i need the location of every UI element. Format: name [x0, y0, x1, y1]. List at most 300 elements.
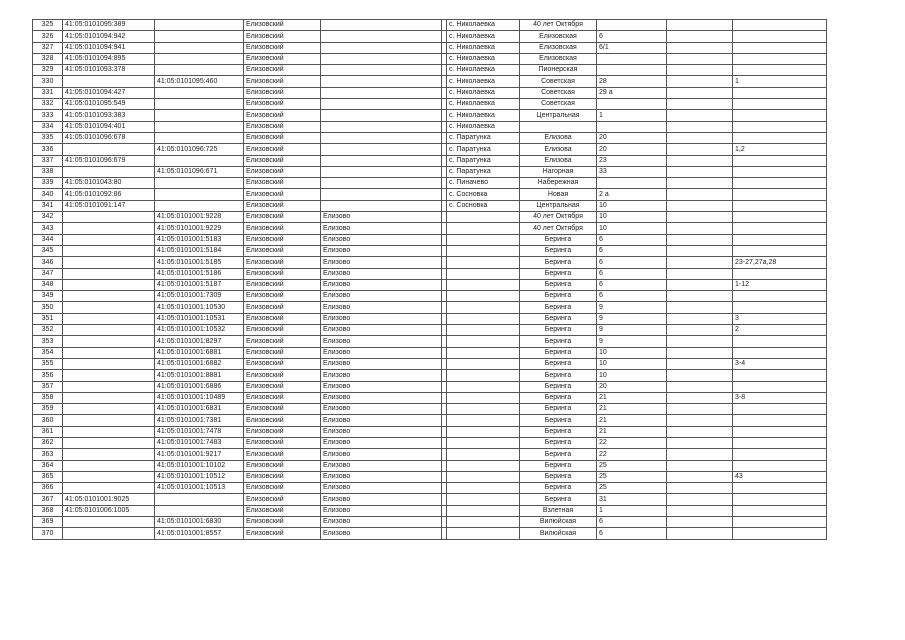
table-cell: 6: [597, 517, 667, 528]
table-cell: 3: [733, 313, 827, 324]
table-cell: 41:05:0101094:401: [63, 121, 155, 132]
table-cell: 9: [597, 302, 667, 313]
table-cell: 10: [597, 370, 667, 381]
table-cell: Елизовский: [244, 392, 321, 403]
table-cell: [733, 200, 827, 211]
table-cell: Елизово: [321, 347, 442, 358]
table-cell: [667, 189, 733, 200]
table-cell: 41:05:0101001:5186: [155, 268, 244, 279]
table-cell: [63, 460, 155, 471]
table-cell: [667, 336, 733, 347]
table-cell: [447, 279, 520, 290]
table-cell: 9: [597, 325, 667, 336]
table-cell: 41:05:0101001:10102: [155, 460, 244, 471]
table-cell: Беринга: [520, 347, 597, 358]
table-cell: Советская: [520, 76, 597, 87]
table-cell: Елизово: [321, 223, 442, 234]
table-cell: 6: [597, 528, 667, 539]
table-cell: Елизовский: [244, 31, 321, 42]
table-cell: [63, 449, 155, 460]
table-cell: [321, 53, 442, 64]
table-cell: [63, 528, 155, 539]
table-cell: Елизовский: [244, 494, 321, 505]
table-cell: 41:05:0101001:8557: [155, 528, 244, 539]
table-cell: 354: [33, 347, 63, 358]
table-cell: [321, 31, 442, 42]
table-cell: 335: [33, 132, 63, 143]
table-cell: Нагорная: [520, 166, 597, 177]
table-cell: [447, 358, 520, 369]
table-cell: Елизово: [321, 460, 442, 471]
table-cell: 41:05:0101006:1005: [63, 505, 155, 516]
table-cell: [667, 65, 733, 76]
table-row: [33, 347, 827, 358]
table-cell: Набережная: [520, 178, 597, 189]
table-cell: [597, 20, 667, 31]
table-cell: 41:05:0101001:5185: [155, 257, 244, 268]
table-cell: 41:05:0101001:10532: [155, 325, 244, 336]
table-row: [33, 110, 827, 121]
table-cell: Советская: [520, 99, 597, 110]
table-row: [33, 471, 827, 482]
table-cell: [321, 87, 442, 98]
table-cell: [321, 99, 442, 110]
table-cell: 20: [597, 381, 667, 392]
table-cell: [63, 291, 155, 302]
table-cell: Елизовский: [244, 234, 321, 245]
table-cell: [733, 99, 827, 110]
table-cell: Елизовский: [244, 99, 321, 110]
table-body: [33, 20, 827, 540]
table-cell: [597, 53, 667, 64]
table-cell: Елизовский: [244, 358, 321, 369]
table-cell: Елизова: [520, 132, 597, 143]
table-cell: [63, 212, 155, 223]
table-cell: [63, 358, 155, 369]
table-cell: [733, 121, 827, 132]
table-cell: Елизовский: [244, 110, 321, 121]
table-cell: 356: [33, 370, 63, 381]
table-cell: [667, 279, 733, 290]
table-row: [33, 166, 827, 177]
table-row: [33, 234, 827, 245]
table-cell: 41:05:0101001:7309: [155, 291, 244, 302]
table-cell: с. Паратунка: [447, 132, 520, 143]
table-cell: [667, 31, 733, 42]
table-cell: с. Николаевка: [447, 31, 520, 42]
table-cell: Елизовский: [244, 212, 321, 223]
table-cell: [63, 483, 155, 494]
table-cell: Елизово: [321, 313, 442, 324]
table-cell: [155, 87, 244, 98]
table-cell: [733, 528, 827, 539]
table-cell: Елизовский: [244, 53, 321, 64]
table-cell: 41:05:0101001:9025: [63, 494, 155, 505]
table-cell: Елизово: [321, 234, 442, 245]
table-cell: [321, 144, 442, 155]
table-cell: с. Николаевка: [447, 76, 520, 87]
table-cell: [733, 53, 827, 64]
table-cell: [63, 279, 155, 290]
table-cell: Елизово: [321, 325, 442, 336]
table-cell: 361: [33, 426, 63, 437]
table-cell: Елизово: [321, 483, 442, 494]
table-cell: 41:05:0101001:8297: [155, 336, 244, 347]
table-cell: 21: [597, 426, 667, 437]
table-cell: [63, 471, 155, 482]
table-cell: 336: [33, 144, 63, 155]
table-cell: [667, 460, 733, 471]
table-cell: [447, 392, 520, 403]
table-cell: [667, 494, 733, 505]
table-cell: 41:05:0101001:5187: [155, 279, 244, 290]
table-row: [33, 132, 827, 143]
table-cell: 365: [33, 471, 63, 482]
table-row: [33, 505, 827, 516]
table-cell: 20: [597, 144, 667, 155]
table-cell: 6: [597, 245, 667, 256]
table-cell: с. Николаевка: [447, 87, 520, 98]
table-cell: [155, 99, 244, 110]
table-row: [33, 483, 827, 494]
table-cell: 349: [33, 291, 63, 302]
table-cell: [321, 76, 442, 87]
table-cell: Елизовский: [244, 76, 321, 87]
table-cell: 10: [597, 200, 667, 211]
table-cell: [155, 505, 244, 516]
table-cell: [733, 110, 827, 121]
table-cell: [155, 189, 244, 200]
table-row: [33, 223, 827, 234]
table-cell: [155, 178, 244, 189]
table-cell: 41:05:0101094:942: [63, 31, 155, 42]
table-cell: Вилюйская: [520, 517, 597, 528]
table-cell: [733, 291, 827, 302]
table-cell: [667, 415, 733, 426]
table-cell: 41:05:0101096:671: [155, 166, 244, 177]
table-cell: Елизова: [520, 155, 597, 166]
table-cell: [667, 437, 733, 448]
table-cell: Елизовский: [244, 347, 321, 358]
table-cell: Новая: [520, 189, 597, 200]
table-cell: Елизовский: [244, 42, 321, 53]
table-cell: 41:05:0101001:8881: [155, 370, 244, 381]
table-cell: Беринга: [520, 449, 597, 460]
table-cell: с. Николаевка: [447, 53, 520, 64]
table-cell: Елизово: [321, 381, 442, 392]
table-cell: Елизовский: [244, 325, 321, 336]
table-cell: 326: [33, 31, 63, 42]
table-cell: 25: [597, 483, 667, 494]
table-cell: [447, 257, 520, 268]
table-cell: 3-4: [733, 358, 827, 369]
table-cell: 10: [597, 358, 667, 369]
table-cell: [733, 483, 827, 494]
table-cell: 41:05:0101091:147: [63, 200, 155, 211]
table-cell: Беринга: [520, 268, 597, 279]
table-cell: с. Николаевка: [447, 20, 520, 31]
table-cell: [733, 460, 827, 471]
table-cell: Елизовский: [244, 121, 321, 132]
table-cell: [733, 494, 827, 505]
table-cell: Елизовский: [244, 370, 321, 381]
table-cell: 41:05:0101096:678: [63, 132, 155, 143]
table-cell: Беринга: [520, 291, 597, 302]
table-cell: 33: [597, 166, 667, 177]
table-cell: Елизовский: [244, 471, 321, 482]
table-cell: [667, 449, 733, 460]
table-cell: [667, 200, 733, 211]
table-cell: 41:05:0101001:7478: [155, 426, 244, 437]
table-cell: [447, 234, 520, 245]
table-cell: 340: [33, 189, 63, 200]
table-cell: 41:05:0101092:86: [63, 189, 155, 200]
table-cell: [63, 325, 155, 336]
table-cell: Вилюйская: [520, 528, 597, 539]
table-cell: [447, 336, 520, 347]
table-cell: Беринга: [520, 392, 597, 403]
table-cell: Елизовский: [244, 245, 321, 256]
table-cell: Взлетная: [520, 505, 597, 516]
table-cell: Елизовский: [244, 415, 321, 426]
table-cell: [733, 223, 827, 234]
table-cell: 41:05:0101001:9217: [155, 449, 244, 460]
table-cell: [733, 155, 827, 166]
table-cell: Елизовский: [244, 336, 321, 347]
table-row: [33, 200, 827, 211]
table-cell: 344: [33, 234, 63, 245]
table-cell: Елизовский: [244, 302, 321, 313]
table-cell: Елизово: [321, 528, 442, 539]
table-cell: Центральная: [520, 200, 597, 211]
table-cell: [667, 483, 733, 494]
table-cell: 41:05:0101001:9229: [155, 223, 244, 234]
table-cell: 6: [597, 234, 667, 245]
table-cell: Беринга: [520, 494, 597, 505]
table-row: [33, 87, 827, 98]
table-cell: 21: [597, 404, 667, 415]
table-cell: 41:05:0101093:378: [63, 65, 155, 76]
table-cell: 348: [33, 279, 63, 290]
table-cell: Елизовский: [244, 404, 321, 415]
table-cell: [733, 178, 827, 189]
table-cell: 332: [33, 99, 63, 110]
table-row: [33, 42, 827, 53]
table-cell: [63, 166, 155, 177]
table-cell: 355: [33, 358, 63, 369]
table-cell: [667, 110, 733, 121]
table-row: [33, 358, 827, 369]
table-cell: Елизово: [321, 336, 442, 347]
table-cell: [155, 121, 244, 132]
table-cell: [447, 347, 520, 358]
table-cell: Беринга: [520, 437, 597, 448]
table-cell: [733, 20, 827, 31]
table-cell: 2: [733, 325, 827, 336]
table-cell: [447, 313, 520, 324]
table-cell: 40 лет Октября: [520, 223, 597, 234]
table-cell: [447, 494, 520, 505]
table-cell: Елизовская: [520, 42, 597, 53]
table-cell: 43: [733, 471, 827, 482]
table-cell: [155, 110, 244, 121]
table-cell: [447, 505, 520, 516]
table-cell: [447, 517, 520, 528]
table-cell: [733, 166, 827, 177]
table-cell: Елизовская: [520, 31, 597, 42]
table-cell: [155, 155, 244, 166]
table-cell: 328: [33, 53, 63, 64]
table-cell: 2 а: [597, 189, 667, 200]
table-cell: 343: [33, 223, 63, 234]
table-cell: [733, 245, 827, 256]
table-cell: [667, 99, 733, 110]
table-cell: [155, 132, 244, 143]
table-cell: Елизовский: [244, 426, 321, 437]
table-row: [33, 121, 827, 132]
table-cell: [667, 268, 733, 279]
table-cell: с. Сосновка: [447, 200, 520, 211]
table-row: [33, 144, 827, 155]
table-cell: 41:05:0101001:6881: [155, 347, 244, 358]
table-cell: 40 лет Октября: [520, 20, 597, 31]
table-cell: с. Пиначево: [447, 178, 520, 189]
table-cell: 41:05:0101001:7381: [155, 415, 244, 426]
table-cell: 369: [33, 517, 63, 528]
table-cell: с. Николаевка: [447, 65, 520, 76]
table-row: [33, 20, 827, 31]
table-cell: 41:05:0101001:6831: [155, 404, 244, 415]
table-cell: 366: [33, 483, 63, 494]
table-cell: [321, 65, 442, 76]
table-row: [33, 437, 827, 448]
table-cell: [321, 20, 442, 31]
table-cell: Елизовский: [244, 166, 321, 177]
table-cell: [667, 87, 733, 98]
table-cell: Елизовский: [244, 200, 321, 211]
table-cell: 10: [597, 212, 667, 223]
table-cell: [447, 471, 520, 482]
table-row: [33, 99, 827, 110]
table-row: [33, 449, 827, 460]
table-cell: [155, 200, 244, 211]
table-cell: 22: [597, 449, 667, 460]
table-cell: Елизово: [321, 279, 442, 290]
table-cell: 367: [33, 494, 63, 505]
table-cell: Елизовский: [244, 65, 321, 76]
table-cell: Елизово: [321, 449, 442, 460]
table-cell: 327: [33, 42, 63, 53]
table-row: [33, 460, 827, 471]
table-cell: [447, 404, 520, 415]
table-cell: 21: [597, 392, 667, 403]
table-cell: Беринга: [520, 279, 597, 290]
table-cell: [63, 234, 155, 245]
table-cell: [447, 483, 520, 494]
table-row: [33, 31, 827, 42]
table-row: [33, 178, 827, 189]
table-cell: 337: [33, 155, 63, 166]
table-cell: [733, 234, 827, 245]
table-cell: Елизовский: [244, 257, 321, 268]
table-cell: Елизово: [321, 268, 442, 279]
table-cell: 41:05:0101096:725: [155, 144, 244, 155]
table-cell: [447, 426, 520, 437]
table-cell: Елизовский: [244, 189, 321, 200]
table-row: [33, 392, 827, 403]
table-cell: [447, 437, 520, 448]
table-cell: [63, 245, 155, 256]
table-cell: [321, 110, 442, 121]
table-cell: 41:05:0101001:9228: [155, 212, 244, 223]
table-cell: [447, 245, 520, 256]
table-cell: 1,2: [733, 144, 827, 155]
table-cell: 350: [33, 302, 63, 313]
table-cell: [155, 20, 244, 31]
table-cell: [447, 223, 520, 234]
table-cell: [733, 381, 827, 392]
table-cell: 6: [597, 257, 667, 268]
table-cell: с. Николаевка: [447, 99, 520, 110]
table-cell: 41:05:0101093:383: [63, 110, 155, 121]
table-cell: [667, 302, 733, 313]
table-cell: [733, 370, 827, 381]
table-cell: с. Сосновка: [447, 189, 520, 200]
table-cell: [733, 505, 827, 516]
table-cell: [667, 347, 733, 358]
table-cell: [447, 370, 520, 381]
table-cell: Елизовский: [244, 223, 321, 234]
table-cell: [667, 20, 733, 31]
table-cell: 363: [33, 449, 63, 460]
table-cell: [155, 53, 244, 64]
table-cell: Беринга: [520, 471, 597, 482]
table-cell: [733, 42, 827, 53]
table-cell: [321, 155, 442, 166]
property-register-table: [32, 19, 827, 540]
table-cell: [63, 426, 155, 437]
table-cell: 23: [597, 155, 667, 166]
table-cell: [321, 200, 442, 211]
table-cell: 41:05:0101095:549: [63, 99, 155, 110]
table-cell: [667, 234, 733, 245]
table-cell: 353: [33, 336, 63, 347]
table-cell: 28: [597, 76, 667, 87]
table-cell: с. Паратунка: [447, 155, 520, 166]
table-cell: 6: [597, 268, 667, 279]
table-row: [33, 212, 827, 223]
table-cell: Елизово: [321, 404, 442, 415]
table-cell: [667, 212, 733, 223]
table-cell: с. Николаевка: [447, 42, 520, 53]
table-cell: Елизовский: [244, 87, 321, 98]
table-cell: [667, 76, 733, 87]
table-cell: с. Паратунка: [447, 166, 520, 177]
table-cell: [733, 65, 827, 76]
table-cell: Елизово: [321, 291, 442, 302]
table-cell: Елизовский: [244, 505, 321, 516]
table-cell: 339: [33, 178, 63, 189]
table-cell: [447, 325, 520, 336]
table-cell: [667, 426, 733, 437]
table-cell: 325: [33, 20, 63, 31]
table-cell: 338: [33, 166, 63, 177]
table-cell: 29 а: [597, 87, 667, 98]
table-cell: 347: [33, 268, 63, 279]
table-cell: [520, 121, 597, 132]
table-cell: 333: [33, 110, 63, 121]
table-cell: [667, 528, 733, 539]
